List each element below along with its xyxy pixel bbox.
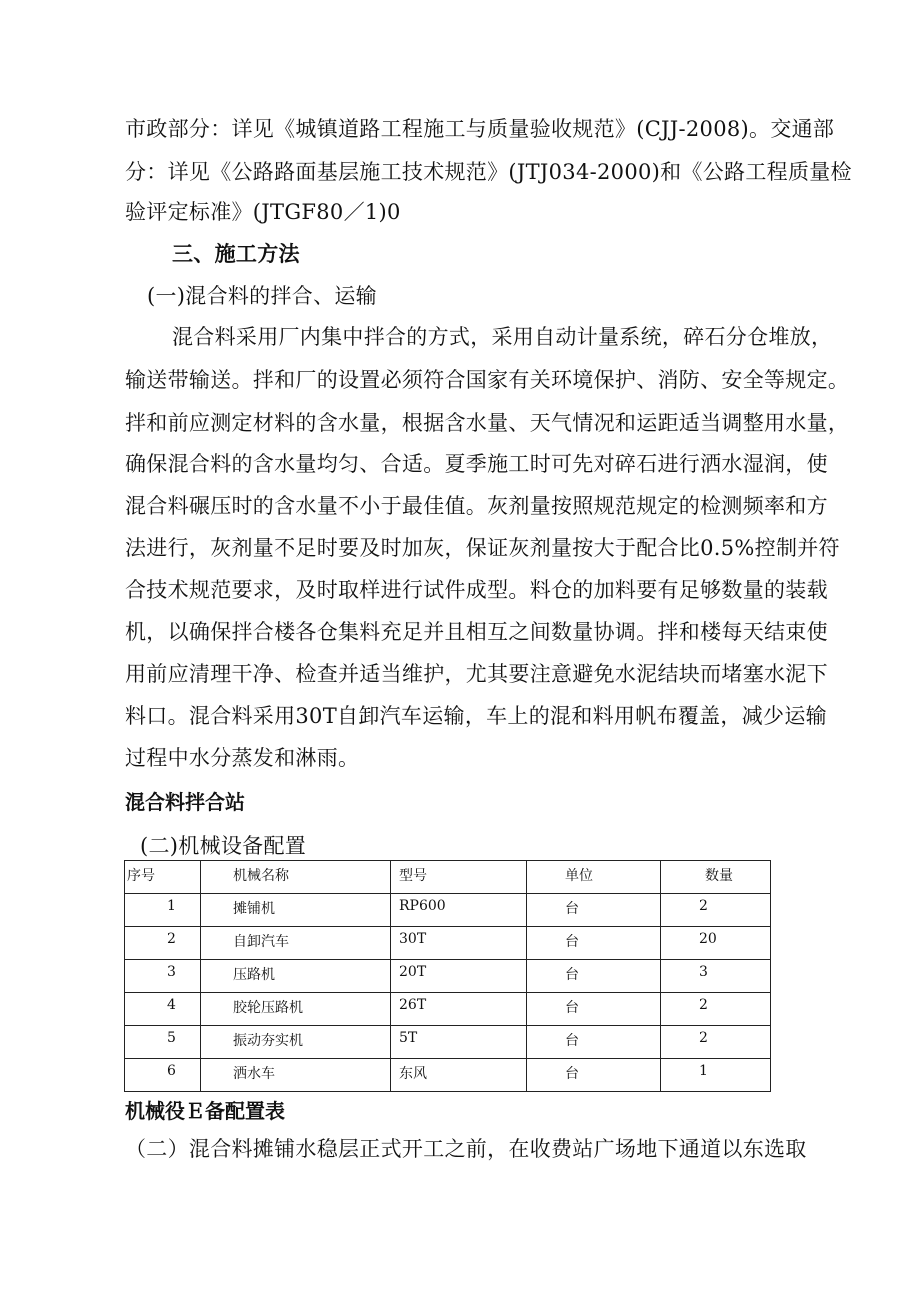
cell-machine-name: 胶轮压路机 xyxy=(233,1000,303,1016)
cell-model: 20T xyxy=(399,964,427,980)
paragraph-2-line-3: 拌和前应测定材料的含水量，根据含水量、天气情况和运距适当调整用水量， xyxy=(125,411,850,435)
cell-index: 5 xyxy=(167,1030,176,1046)
cell-quantity: 2 xyxy=(699,898,708,914)
cell-quantity: 2 xyxy=(699,1030,708,1046)
cell-quantity: 3 xyxy=(699,964,708,980)
cell-machine-name: 洒水车 xyxy=(233,1066,275,1082)
cell-index: 6 xyxy=(167,1063,176,1079)
table-header-row xyxy=(125,861,771,894)
paragraph-3-line-1: （二）混合料摊铺水稳层正式开工之前，在收费站广场地下通道以东选取 xyxy=(125,1137,807,1161)
table-row xyxy=(125,960,771,993)
caption-mixing-station: 混合料拌合站 xyxy=(125,790,245,814)
subheading-mixing-transport: (一)混合料的拌合、运输 xyxy=(147,284,377,308)
cell-machine-name: 自卸汽车 xyxy=(233,934,289,950)
paragraph-2-line-1: 混合料采用厂内集中拌合的方式，采用自动计量系统，碎石分仓堆放， xyxy=(172,325,833,349)
cell-machine-name: 摊铺机 xyxy=(233,901,275,917)
cell-unit: 台 xyxy=(565,1000,579,1016)
cell-machine-name: 振动夯实机 xyxy=(233,1033,303,1049)
cell-index: 3 xyxy=(167,964,176,980)
paragraph-2-line-10: 料口。混合料采用30T自卸汽车运输，车上的混和料用帆布覆盖，减少运输 xyxy=(125,704,827,728)
paragraph-2-line-6: 法进行，灰剂量不足时要及时加灰，保证灰剂量按大于配合比0.5%控制并符 xyxy=(125,536,840,560)
paragraph-2-line-4: 确保混合料的含水量均匀、合适。夏季施工时可先对碎石进行洒水湿润，使 xyxy=(125,452,828,476)
cell-model: 5T xyxy=(399,1030,418,1046)
table-row xyxy=(125,993,771,1026)
cell-unit: 台 xyxy=(565,967,579,983)
cell-unit: 台 xyxy=(565,1066,579,1082)
paragraph-1-line-1: 市政部分：详见《城镇道路工程施工与质量验收规范》(CJJ-2008)。交通部 xyxy=(125,117,835,141)
paragraph-2-line-11: 过程中水分蒸发和淋雨。 xyxy=(125,746,360,770)
cell-model: 26T xyxy=(399,997,427,1013)
header-quantity: 数量 xyxy=(705,868,733,884)
cell-machine-name: 压路机 xyxy=(233,967,275,983)
cell-model: 30T xyxy=(399,931,427,947)
cell-quantity: 2 xyxy=(699,997,708,1013)
cell-model: 东风 xyxy=(399,1066,427,1082)
table-row xyxy=(125,927,771,960)
cell-quantity: 20 xyxy=(699,931,717,947)
paragraph-1-line-2: 分：详见《公路路面基层施工技术规范》(JTJ034-2000)和《公路工程质量检 xyxy=(125,160,852,184)
cell-quantity: 1 xyxy=(699,1063,708,1079)
cell-index: 4 xyxy=(167,997,176,1013)
header-machine-name: 机械名称 xyxy=(233,868,289,884)
cell-index: 1 xyxy=(167,898,176,914)
paragraph-2-line-9: 用前应清理干净、检查并适当维护，尤其要注意避免水泥结块而堵塞水泥下 xyxy=(125,662,828,686)
section-heading-construction-method: 三、施工方法 xyxy=(172,241,300,266)
paragraph-2-line-7: 合技术规范要求，及时取样进行试件成型。料仓的加料要有足够数量的装载 xyxy=(125,578,828,602)
cell-index: 2 xyxy=(167,931,176,947)
paragraph-1-line-3: 验评定标准》(JTGF80／1)0 xyxy=(125,200,401,224)
equipment-table xyxy=(124,860,771,1092)
caption-equipment-table: 机械役Ｅ备配置表 xyxy=(125,1099,285,1123)
subheading-equipment-config: (二)机械设备配置 xyxy=(140,834,307,858)
table-row xyxy=(125,1026,771,1059)
cell-unit: 台 xyxy=(565,901,579,917)
paragraph-2-line-2: 输送带输送。拌和厂的设置必须符合国家有关环境保护、消防、安全等规定。 xyxy=(125,368,850,392)
table-row xyxy=(125,1059,771,1092)
header-index: 序号 xyxy=(127,868,155,884)
header-unit: 单位 xyxy=(565,868,593,884)
cell-model: RP600 xyxy=(399,898,446,914)
cell-unit: 台 xyxy=(565,934,579,950)
cell-unit: 台 xyxy=(565,1033,579,1049)
header-model: 型号 xyxy=(399,868,427,884)
paragraph-2-line-5: 混合料碾压时的含水量不小于最佳值。灰剂量按照规范规定的检测频率和方 xyxy=(125,494,828,518)
table-row xyxy=(125,894,771,927)
paragraph-2-line-8: 机，以确保拌合楼各仓集料充足并且相互之间数量协调。拌和楼每天结束使 xyxy=(125,620,828,644)
